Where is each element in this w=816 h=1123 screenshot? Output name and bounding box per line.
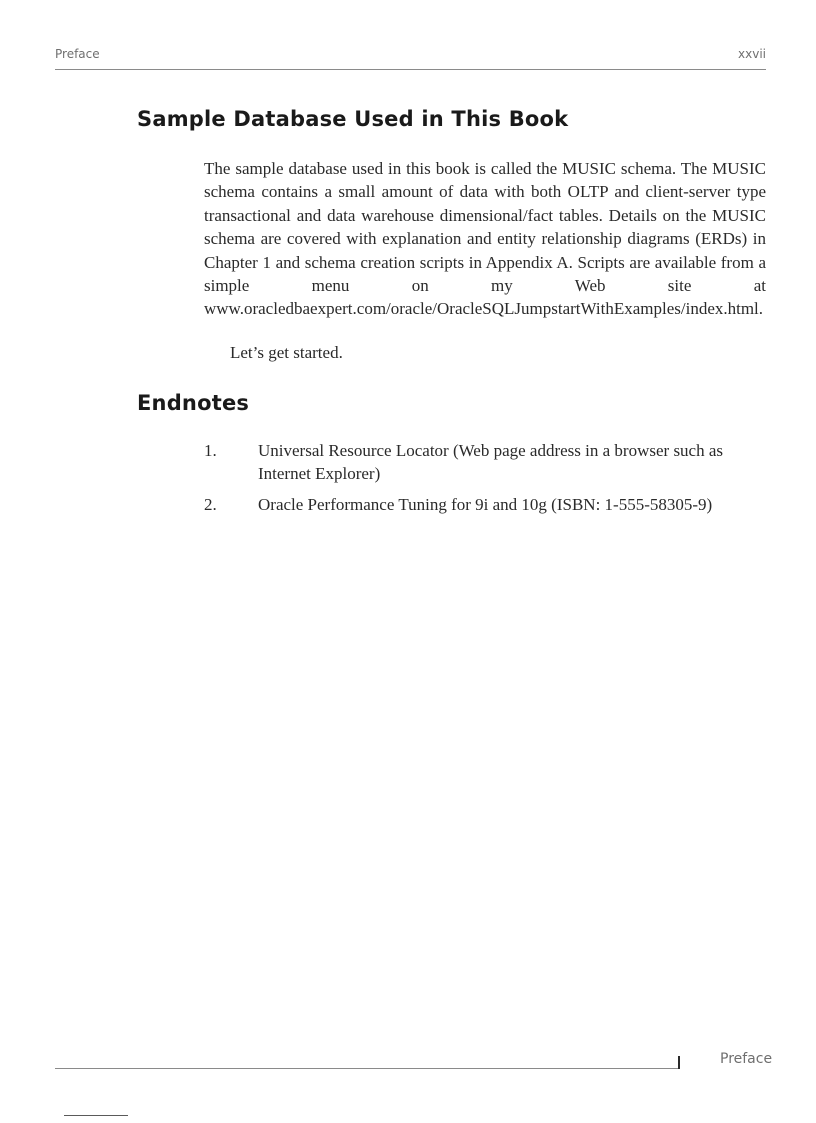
endnotes-list <box>204 440 766 526</box>
closing-line: Let’s get started. <box>230 343 343 362</box>
page-number: xxvii <box>738 47 766 61</box>
endnote-number: 1. <box>204 441 217 460</box>
section-heading-endnotes: Endnotes <box>137 391 250 415</box>
bottom-edge-rule <box>64 1115 128 1116</box>
endnote-text: Oracle Performance Tuning for 9i and 10g (ISBN: 1-555-58305-9) <box>258 495 713 514</box>
running-head <box>55 47 766 70</box>
running-head-chapter: Preface <box>55 47 100 61</box>
endnote-item <box>204 494 766 517</box>
endnote-text: Universal Resource Locator (Web page address in a browser such as Internet Explorer) <box>258 441 724 483</box>
endnote-number: 2. <box>204 495 217 514</box>
footer-rule <box>55 1068 679 1069</box>
endnote-item <box>204 440 766 485</box>
footer-label: Preface <box>720 1051 773 1067</box>
sample-database-paragraph: The sample database used in this book is called the MUSIC schema. The MUSIC schema contains a small amount of data with both OLTP and client-server type transactional and data warehouse dimensional/fact tables. Details on the MUSIC schema are covered with explanation and entity relationship diagrams (ERDs) in Chapter 1 and schema creation scripts in Appendix A. Scripts are available from a simple menu on my Web site at www.oracledbaexpert.com/oracle/OracleSQLJumpstartWithExamples/index.html. <box>204 159 766 319</box>
footer-tick-mark <box>678 1056 680 1069</box>
section-heading-sample-database: Sample Database Used in This Book <box>137 107 569 131</box>
